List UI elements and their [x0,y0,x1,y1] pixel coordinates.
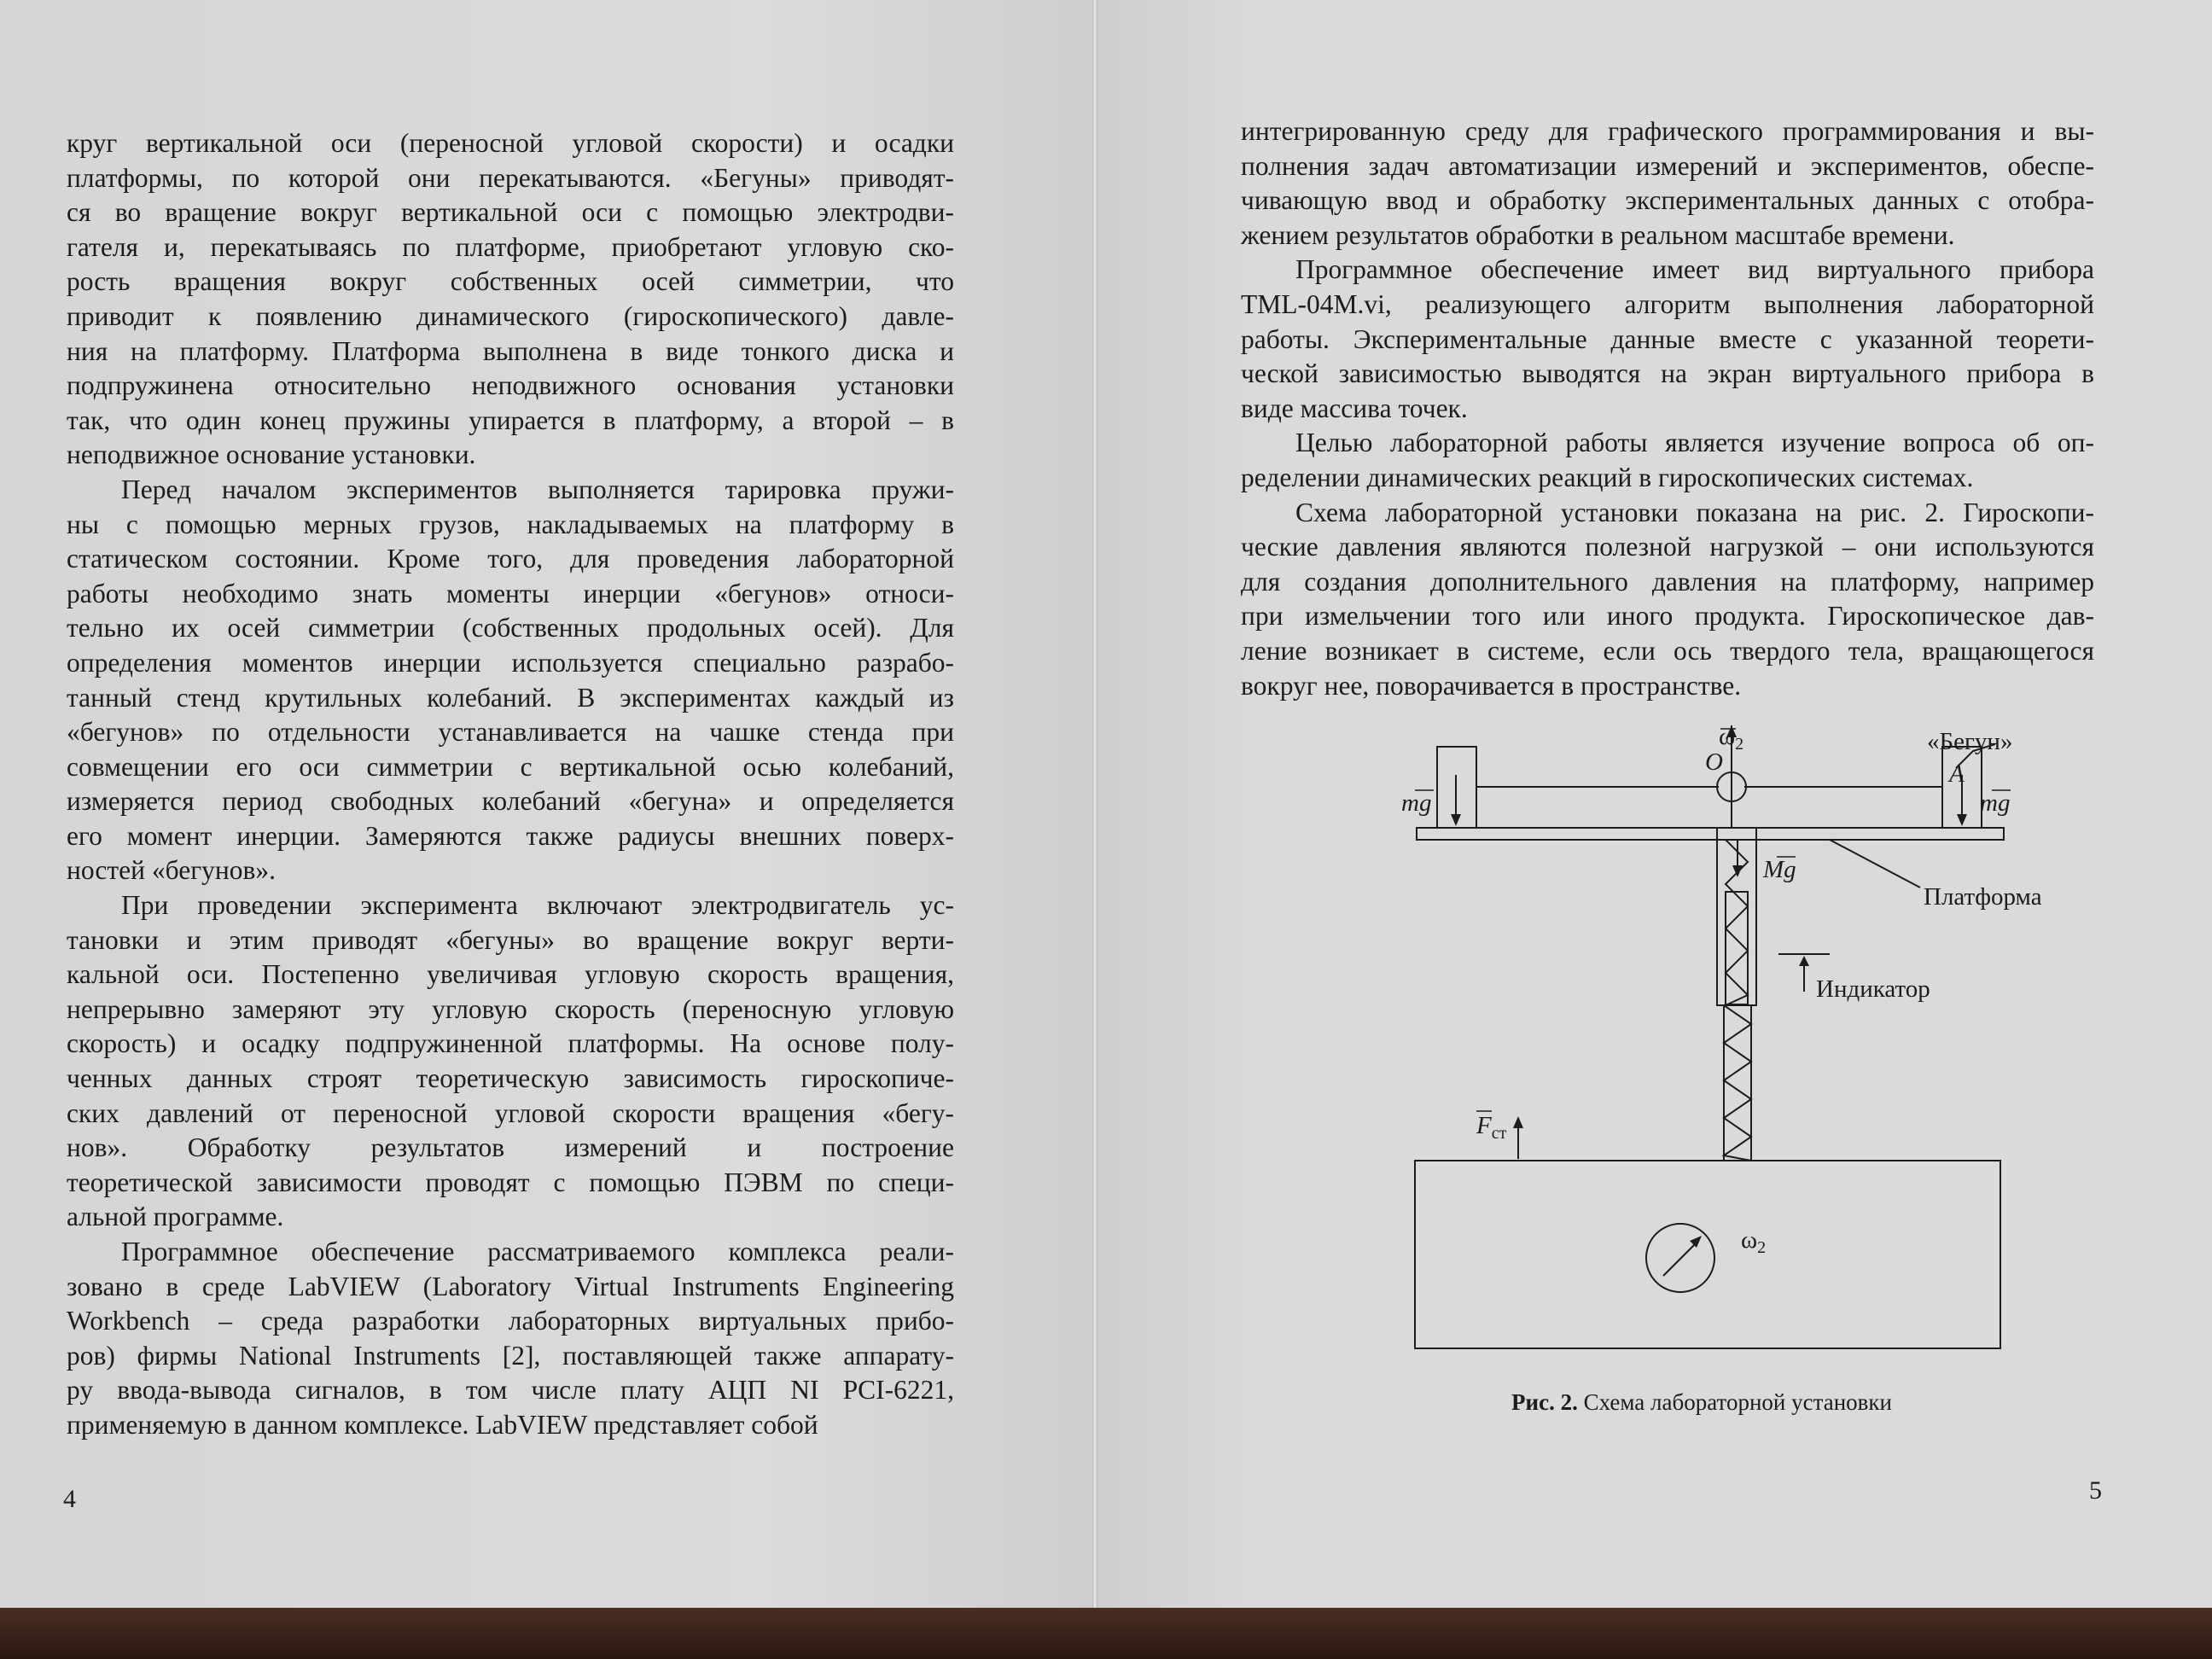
text-line: для создания дополнительного давления на платформу, например [1241,566,2094,597]
text-line: полнения задач автоматизации измерений и экспериментов, обеспе- [1241,150,2094,181]
right-page-body-text [1241,114,2094,703]
left-page-number: 4 [63,1485,76,1513]
text-line: круг вертикальной оси (переносной угловой скорости) и осадки [67,128,954,158]
text-line: его момент инерции. Замеряются также радиусы внешних поверх- [67,820,954,851]
text-line: кальной оси. Постепенно увеличивая угловую скорость вращения, [67,959,954,990]
right-page-number: 5 [2089,1476,2102,1505]
mg-right-label: mg [1980,789,2011,817]
text-line: подпружинена относительно неподвижного основания установки [67,370,954,401]
motor-base [1415,1161,2000,1348]
paragraph [1241,114,2094,253]
text-line: Схема лабораторной установки показана на рис. 2. Гироскопи- [1295,497,2094,527]
paragraph [67,126,954,473]
table-surface [0,1608,2212,1659]
text-line: Workbench – среда разработки лабораторных виртуальных прибо- [67,1306,954,1336]
text-line: непрерывно замеряют эту угловую скорость (переносную угловую [67,993,954,1024]
book-gutter [1092,0,1097,1609]
text-line: так, что один конец пружины упирается в платформу, а второй – в [67,405,954,435]
paragraph [1241,426,2094,495]
text-line: ру ввода-вывода сигналов, в том числе плату АЦП NI PCI-6221, [67,1375,954,1406]
text-line: вокруг нее, поворачивается в пространстве. [1241,670,1742,701]
figure-caption-text: Схема лабораторной установки [1583,1389,1892,1415]
left-page-body-text [67,126,954,1443]
text-line: альной программе. [67,1202,284,1232]
figure-caption [1463,1389,1941,1416]
paragraph [67,1235,954,1443]
text-line: при измельчении того или иного продукта. Гироскопическое дав- [1241,601,2094,632]
text-line: тельно их осей симметрии (собственных продольных осей). Для [67,613,954,643]
paragraph [67,888,954,1235]
platform-label: Платформа [1924,883,2042,911]
text-line: тановки и этим приводят «бегуны» во вращение вокруг верти- [67,924,954,955]
text-line: рость вращения вокруг собственных осей симметрии, что [67,266,954,297]
platform-plate [1417,828,2004,840]
text-line: танный стенд крутильных колебаний. В экспериментах каждый из [67,682,954,713]
text-line: ченных данных строят теоретическую зависимость гироскопиче- [67,1063,954,1094]
point-o-label: O [1705,748,1723,776]
text-line: Перед началом экспериментов выполняется тарировка пружи- [121,474,954,504]
paragraph [1241,253,2094,426]
text-line: ностей «бегунов». [67,855,276,886]
text-line: «бегунов» по отдельности устанавливается на чашке стенда при [67,717,954,748]
text-line: применяемую в данном комплексе. LabVIEW представляет собой [67,1409,818,1440]
text-line: скорость) и осадку подпружиненной платформы. На основе полу- [67,1028,954,1059]
text-line: гателя и, перекатываясь по платформе, приобретают угловую ско- [67,231,954,262]
figure-caption-number: Рис. 2. [1511,1389,1578,1415]
text-line: жением результатов обработки в реальном масштабе времени. [1241,219,1955,250]
right-page [1096,0,2212,1609]
mg-spring-label: Mg [1763,856,1796,883]
text-line: работы необходимо знать моменты инерции «бегунов» относи- [67,578,954,608]
lab-setup-diagram [1401,723,2042,1408]
text-line: платформы, по которой они перекатываются. «Бегуны» приводят- [67,162,954,193]
runner-label: «Бегун» [1927,728,2013,755]
text-line: ров) фирмы National Instruments [2], поставляющей также аппарату- [67,1340,954,1371]
text-line: нов». Обработку результатов измерений и построение [67,1132,954,1163]
text-line: При проведении эксперимента включают электродвигатель ус- [121,890,954,921]
text-line: неподвижное основание установки. [67,439,476,470]
indicator-label: Индикатор [1816,975,1930,1003]
text-line: Программное обеспечение рассматриваемого комплекса реали- [121,1237,954,1266]
text-line: ческие давления являются полезной нагрузкой – они используются [1241,532,2094,562]
text-line: приводит к появлению динамического (гироскопического) давле- [67,300,954,331]
spring-lower [1724,1005,1751,1161]
text-line: теоретической зависимости проводят с помощью ПЭВМ по специ- [67,1167,954,1197]
text-line: совмещении его оси симметрии с вертикальной осью колебаний, [67,751,954,782]
text-line: ся во вращение вокруг вертикальной оси с помощью электродви- [67,197,954,228]
text-line: определения моментов инерции используется специально разрабо- [67,647,954,678]
text-line: виде массива точек. [1241,393,1468,423]
paragraph [67,473,954,888]
omega-motor-label: $\omega_2$ [1741,1226,1767,1257]
mg-left-label: mg [1401,789,1432,817]
omega-top-label: $\omega_2$ [1719,723,1744,754]
text-line: зовано в среде LabVIEW (Laboratory Virtual Instruments Engineering [67,1271,954,1301]
text-line: интегрированную среду для графического программирования и вы- [1241,116,2094,146]
text-line: статическом состоянии. Кроме того, для проведения лабораторной [67,544,954,574]
text-line: чивающую ввод и обработку экспериментальных данных с отобра- [1241,185,2094,216]
point-a-label: A [1949,760,1965,788]
left-page [0,0,1094,1609]
text-line: ния на платформу. Платформа выполнена в виде тонкого диска и [67,335,954,366]
text-line: Программное обеспечение имеет вид виртуального прибора [1295,254,2094,285]
text-line: ление возникает в системе, если ось твердого тела, вращающегося [1241,635,2094,666]
text-line: ских давлений от переносной угловой скорости вращения «бегу- [67,1097,954,1128]
paragraph [1241,496,2094,704]
text-line: TML-04M.vi, реализующего алгоритм выполнения лабораторной [1241,288,2094,319]
text-line: ределении динамических реакций в гироскопических системах. [1241,462,1974,492]
text-line: Целью лабораторной работы является изучение вопроса об оп- [1295,428,2094,458]
text-line: ны с помощью мерных грузов, накладываемых на платформу в [67,509,954,539]
force-label: $F_{ст}$ [1476,1112,1507,1143]
text-line: работы. Экспериментальные данные вместе с указанной теорети- [1241,323,2094,354]
text-line: измеряется период свободных колебаний «бегуна» и определяется [67,786,954,817]
text-line: ческой зависимостью выводятся на экран виртуального прибора в [1241,358,2094,389]
